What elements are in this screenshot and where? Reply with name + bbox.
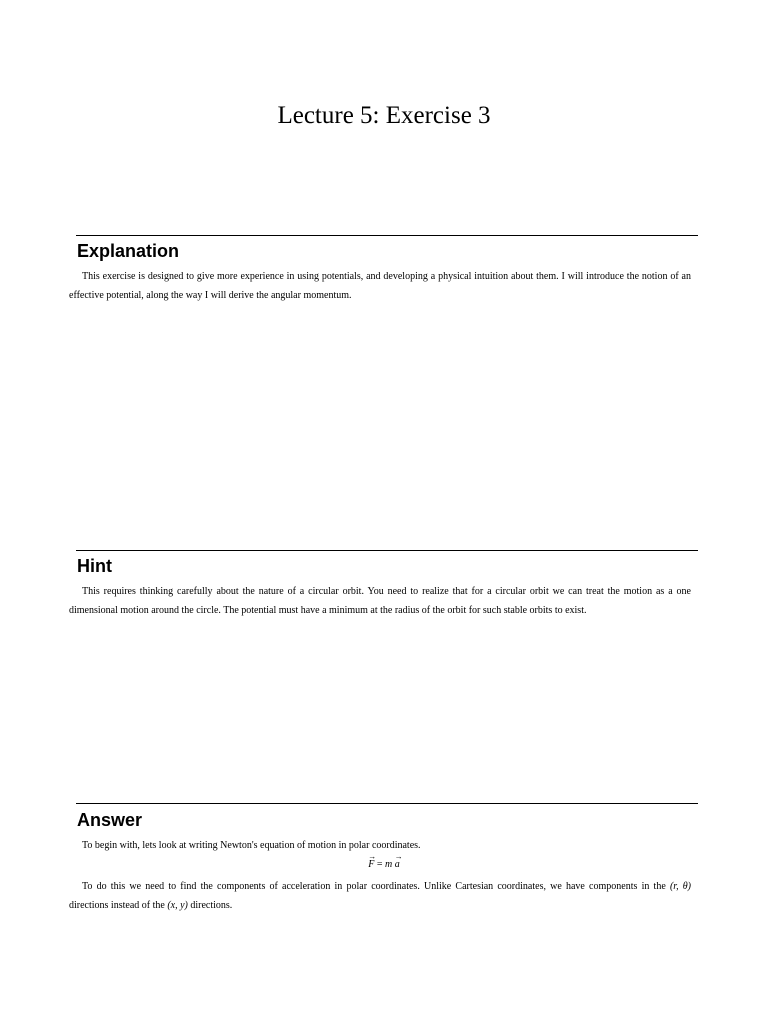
answer-intro: To begin with, lets look at writing Newton's equation of motion in polar coordinates. [82,840,421,851]
answer-text [69,877,691,915]
explanation-text: This exercise is designed to give more experience in using potentials, and developing a physical intuition about them. I will introduce the notion of an effective potential, along the way I will derive the angular momentum. [69,271,691,301]
page-title: Lecture 5: Exercise 3 [277,102,491,129]
newton-equation [0,858,768,872]
polar-coordinates: (r, θ) [669,881,691,892]
force-vector: → F [368,858,374,872]
answer-heading: Answer [77,810,143,830]
cartesian-coordinates: (x, y) [167,900,188,911]
answer-divider [76,803,698,804]
answer-text-part1: To do this we need to find the components of acceleration in polar coordinates. Unlike Cartesian coordinates, we have components in the [82,881,670,892]
explanation-divider [76,235,698,236]
explanation-heading: Explanation [77,241,180,261]
hint-divider [76,550,698,551]
equals-sign: = [374,859,385,870]
mass-symbol: m [385,859,393,870]
answer-text-part3: directions. [187,900,233,911]
answer-text-part2: directions instead of the [69,900,168,911]
acceleration-vector: → a [395,858,400,872]
hint-heading: Hint [77,556,112,576]
hint-text: This requires thinking carefully about the nature of a circular orbit. You need to realize that for a circular orbit we can treat the motion as a one dimensional motion around the circle. The potential must have a minimum at the radius of the orbit for such stable orbits to exist. [69,586,691,616]
